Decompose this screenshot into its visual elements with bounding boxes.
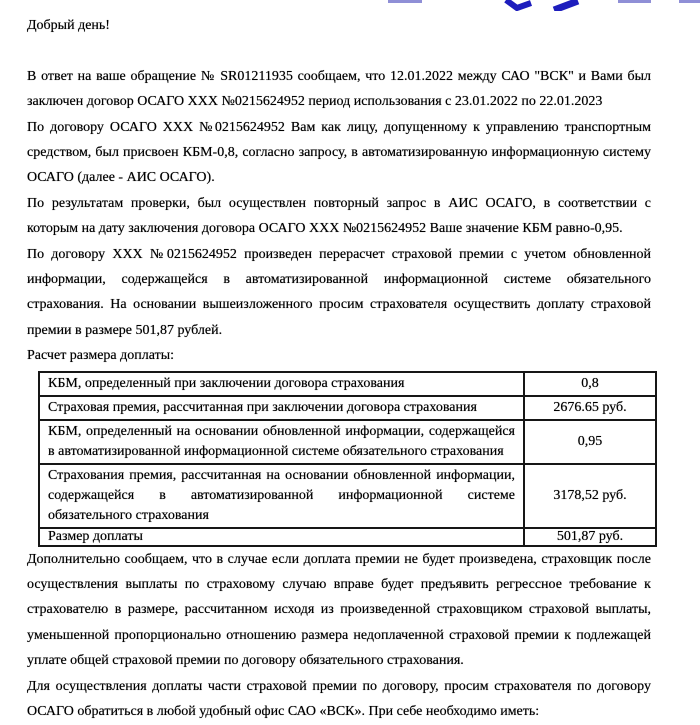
paragraph-kbm-recheck: По результатам проверки, был осуществлен повторный запрос в АИС ОСАГО, в соответствии с которым на дату заключения договора ОСАГО ХХХ №0215624952 Ваше значение КБМ равно-0,95.: [27, 195, 651, 237]
paragraph-kbm-assigned: По договору ОСАГО ХХХ №0215624952 Вам как лицу, допущенному к управлению транспортным средством, был присвоен КБМ-0,8, согласно запросу, в автоматизированную информационную систему ОСАГО (далее - АИС ОСАГО).: [27, 119, 651, 186]
greeting-text: Добрый день!: [27, 18, 110, 33]
table-cell-value: 501,87 руб.: [524, 528, 656, 546]
clipped-digit-mark: [679, 0, 700, 3]
table-cell-label: Страхования премия, рассчитанная на основании обновленной информации, содержащейся в автоматизированной информационной системе обязательного страхования: [39, 464, 524, 528]
table-row-premium-original: [39, 396, 656, 420]
table-row-surcharge-amount: [39, 528, 656, 546]
surcharge-calculation-table: [38, 371, 657, 547]
table-cell-label: КБМ, определенный на основании обновленной информации, содержащейся в автоматизированной информационной системе обязательного страхования: [39, 420, 524, 464]
table-cell-label: Размер доплаты: [39, 528, 524, 546]
table-cell-value: 0,8: [524, 372, 656, 396]
paragraph-office-visit-instruction: Для осуществления доплаты части страховой премии по договору, просим страхователя по договору ОСАГО обратиться в любой удобный офис САО «ВСК». При себе необходимо иметь:: [27, 678, 651, 720]
table-row-premium-updated: [39, 464, 656, 528]
clipped-digit-mark: [618, 0, 651, 3]
clipped-paren-open-bottom: [506, 0, 531, 8]
table-cell-label: КБМ, определенный при заключении договора страхования: [39, 372, 524, 396]
table-row-kbm-original: [39, 372, 656, 396]
clipped-blue-header-fragment: [0, 0, 700, 11]
table-row-kbm-updated: [39, 420, 656, 464]
table-cell-value: 3178,52 руб.: [524, 464, 656, 528]
paragraph-recalculation: По договору ХХХ №0215624952 произведен перерасчет страховой премии с учетом обновленной информации, содержащейся в автоматизированной информационной системе обязательного страхования. На основании вышеизложенного просим страхователя осуществить доплату страховой премии в размере 501,87 рублей.: [27, 246, 651, 338]
table-cell-value: 0,95: [524, 420, 656, 464]
clipped-paren-close-bottom: [554, 1, 578, 10]
table-cell-label: Страховая премия, рассчитанная при заключении договора страхования: [39, 396, 524, 420]
table-cell-value: 2676.65 руб.: [524, 396, 656, 420]
paragraph-regress-warning: Дополнительно сообщаем, что в случае если доплата премии не будет произведена, страховщик после осуществления выплаты по страховому случаю вправе будет предъявить регрессное требование к страхователю в размере, рассчитанном исходя из произведенной страховщиком страховой выплаты, уменьшенной пропорционально отношению размера недоплаченной страховой премии к подлежащей уплате общей страховой премии по договору обязательного страхования.: [27, 551, 651, 669]
table-caption: Расчет размера доплаты:: [27, 348, 175, 364]
clipped-digit-mark: [388, 0, 422, 3]
paragraph-policy-conclusion: В ответ на ваше обращение № SR01211935 сообщаем, что 12.01.2022 между САО "ВСК" и Вами был заключен договор ОСАГО ХХХ №0215624952 период использования с 23.01.2022 по 22.01.2023: [27, 68, 651, 110]
